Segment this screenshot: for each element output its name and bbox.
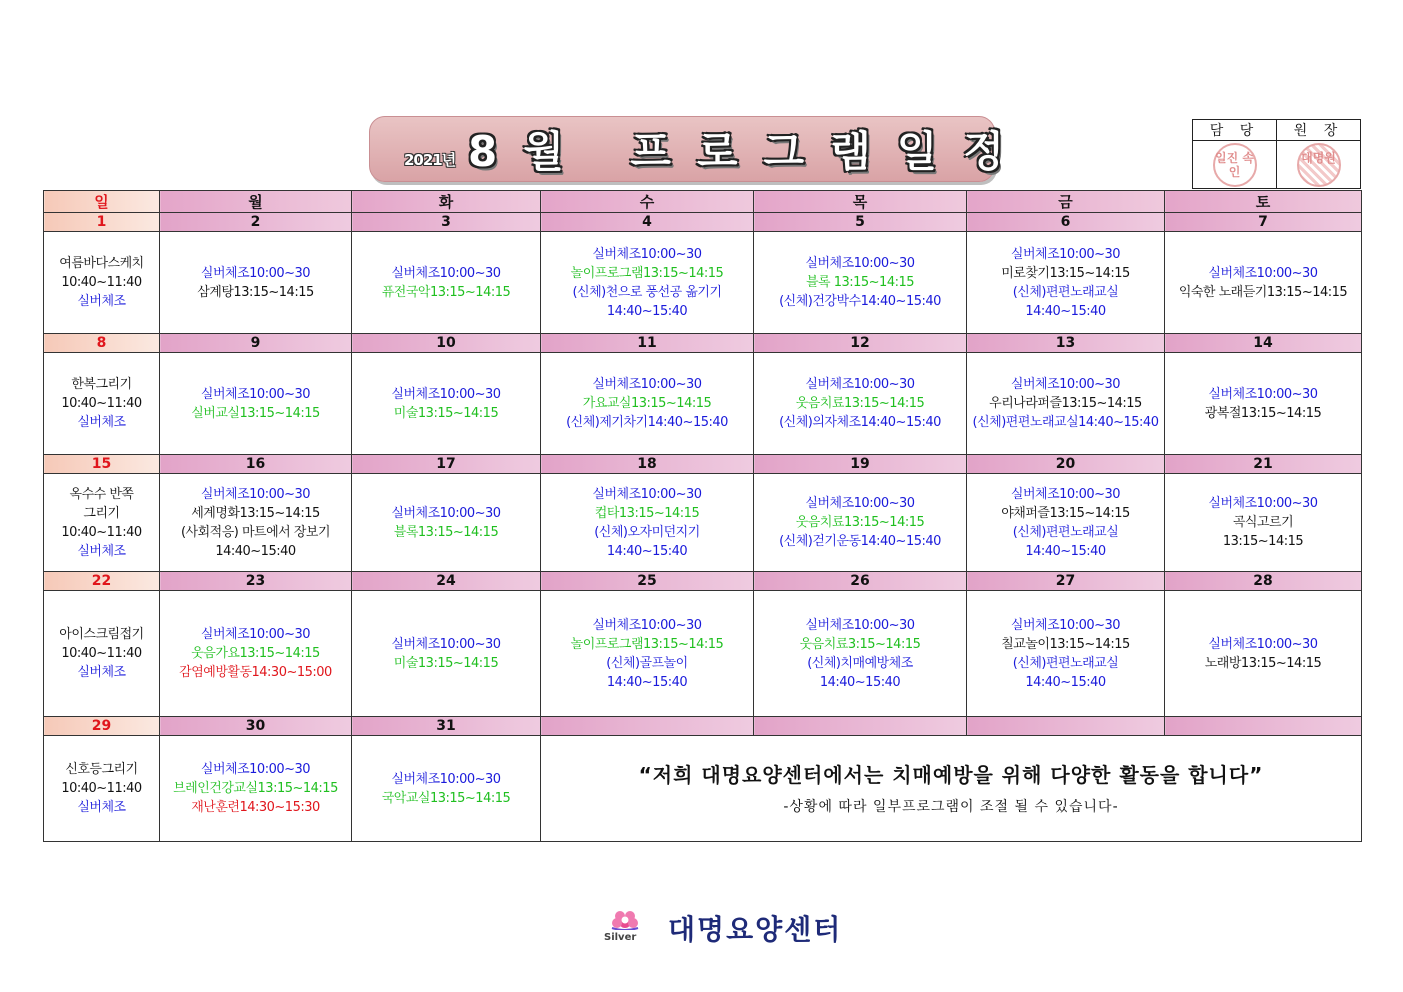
activity-line: (신체)제기차기14:40~15:40 <box>566 415 728 430</box>
activity-line: 놀이프로그램13:15~14:15 <box>570 636 724 652</box>
approval-box <box>1192 119 1361 189</box>
activity-line: 실버체조 <box>77 665 126 680</box>
date-number: 11 <box>541 334 754 353</box>
activity-line: 실버체조10:00~30 <box>391 386 501 402</box>
activity-line: 실버체조10:00~30 <box>1208 386 1318 402</box>
activity-line: 가요교실13:15~14:15 <box>582 396 712 411</box>
schedule-cell <box>754 353 967 455</box>
activity-line: 실버체조10:00~30 <box>200 762 311 777</box>
activity-line: 미로찾기13:15~14:15 <box>1001 265 1130 281</box>
date-number <box>541 717 754 736</box>
date-number <box>1165 717 1362 736</box>
activity-line: 웃음치료3:15~14:15 <box>799 636 921 652</box>
weekday-header: 월 <box>160 191 352 213</box>
date-number: 12 <box>754 334 967 353</box>
weekday-header: 일 <box>44 191 160 213</box>
activity-line: 광복절13:15~14:15 <box>1204 405 1322 421</box>
date-number: 3 <box>352 213 541 232</box>
activity-line: (신체)걷기운동14:40~15:40 <box>779 534 941 549</box>
logo-text: Silver <box>604 932 637 943</box>
date-number: 29 <box>44 717 160 736</box>
activity-line: 14:40~15:40 <box>215 543 296 559</box>
activity-line: 실버체조10:00~30 <box>1208 496 1318 511</box>
schedule-cell <box>160 353 352 455</box>
schedule-cell <box>754 474 967 572</box>
date-number: 19 <box>754 455 967 474</box>
schedule-cell <box>1165 232 1362 334</box>
schedule-cell <box>160 474 352 572</box>
activity-line: 칠교놀이13:15~14:15 <box>1001 636 1130 652</box>
activity-line: 실버체조10:00~30 <box>1010 246 1121 262</box>
date-number: 4 <box>541 213 754 232</box>
activity-line: 10:40~11:40 <box>61 524 142 540</box>
date-number: 21 <box>1165 455 1362 474</box>
schedule-cell <box>352 474 541 572</box>
notice-cell <box>541 736 1362 842</box>
title-year: 2021년 <box>404 151 456 169</box>
title-banner <box>369 116 1030 182</box>
notice-message: “저희 대명요양센터에서는 치매예방을 위해 다양한 활동을 합니다” <box>638 763 1264 787</box>
activity-line: 익숙한 노래듣기13:15~14:15 <box>1178 284 1348 300</box>
weekday-header: 화 <box>352 191 541 213</box>
activity-line: 실버체조10:00~30 <box>592 617 702 633</box>
date-number: 6 <box>967 213 1165 232</box>
activity-line: 컵타13:15~14:15 <box>594 505 700 521</box>
date-number: 18 <box>541 455 754 474</box>
activity-line: 아이스크림접기 <box>59 627 144 642</box>
schedule-cell <box>160 591 352 717</box>
date-number: 8 <box>44 334 160 353</box>
activity-line: 우리나라퍼즐13:15~14:15 <box>989 396 1142 411</box>
activity-line: 14:40~15:40 <box>1025 543 1106 559</box>
schedule-cell <box>1165 591 1362 717</box>
activity-line: 웃음치료13:15~14:15 <box>795 515 925 530</box>
date-number: 17 <box>352 455 541 474</box>
activity-line: 실버체조10:00~30 <box>1208 265 1318 281</box>
activity-line: 10:40~11:40 <box>61 275 142 290</box>
activity-line: (신체)건강박수14:40~15:40 <box>779 294 941 309</box>
date-number: 13 <box>967 334 1165 353</box>
schedule-cell <box>1165 474 1362 572</box>
date-number: 16 <box>160 455 352 474</box>
date-number: 25 <box>541 572 754 591</box>
schedule-cell <box>541 591 754 717</box>
activity-line: 실버체조10:00~30 <box>592 486 702 502</box>
date-number: 2 <box>160 213 352 232</box>
date-number: 27 <box>967 572 1165 591</box>
date-number: 9 <box>160 334 352 353</box>
activity-line: 실버교실13:15~14:15 <box>191 405 320 421</box>
activity-line: 국악교실13:15~14:15 <box>381 790 511 806</box>
schedule-cell <box>754 232 967 334</box>
activity-line: 실버체조10:00~30 <box>1010 617 1121 633</box>
activity-line: 13:15~14:15 <box>1222 534 1304 549</box>
schedule-cell <box>967 232 1165 334</box>
schedule-cell <box>44 591 160 717</box>
activity-line: 실버체조10:00~30 <box>200 486 311 502</box>
activity-line: (신체)골프놀이 <box>606 655 688 671</box>
activity-line: 실버체조10:00~30 <box>200 265 311 281</box>
schedule-cell <box>967 591 1165 717</box>
approval-stamp-cell-2 <box>1277 141 1361 189</box>
schedule-calendar <box>43 190 1362 842</box>
date-number: 5 <box>754 213 967 232</box>
weekday-header: 금 <box>967 191 1165 213</box>
activity-line: 실버체조10:00~30 <box>1010 486 1121 502</box>
activity-line: (신체)편편노래교실14:40~15:40 <box>972 415 1159 430</box>
activity-line: 14:40~15:40 <box>1025 674 1106 690</box>
activity-line: 웃음치료13:15~14:15 <box>795 396 925 411</box>
weekday-header: 수 <box>541 191 754 213</box>
schedule-cell <box>160 232 352 334</box>
activity-line: 재난훈련14:30~15:30 <box>191 800 320 815</box>
activity-line: (신체)의자체조14:40~15:40 <box>779 415 941 430</box>
activity-line: 블록13:15~14:15 <box>393 524 499 540</box>
date-number: 7 <box>1165 213 1362 232</box>
schedule-cell <box>754 591 967 717</box>
schedule-cell <box>44 353 160 455</box>
activity-line: 여름바다스케치 <box>59 256 144 271</box>
activity-line: 브레인건강교실13:15~14:15 <box>173 781 338 796</box>
date-number: 20 <box>967 455 1165 474</box>
activity-line: 야채퍼즐13:15~14:15 <box>1001 505 1130 521</box>
activity-line: 실버체조 <box>77 800 126 815</box>
schedule-cell <box>541 353 754 455</box>
activity-line: 신호등그리기 <box>65 762 138 777</box>
seal-stamp-manager: 일진 속인 <box>1213 143 1257 187</box>
date-number: 1 <box>44 213 160 232</box>
activity-line: 실버체조10:00~30 <box>805 377 915 392</box>
schedule-cell <box>541 474 754 572</box>
activity-line: 실버체조10:00~30 <box>592 246 702 262</box>
activity-line: 14:40~15:40 <box>606 674 688 690</box>
date-number: 10 <box>352 334 541 353</box>
activity-line: 실버체조10:00~30 <box>805 617 915 633</box>
date-number <box>967 717 1165 736</box>
activity-line: 실버체조10:00~30 <box>805 256 915 271</box>
activity-line: 실버체조10:00~30 <box>391 636 501 652</box>
date-number: 30 <box>160 717 352 736</box>
activity-line: 실버체조 <box>77 415 126 430</box>
schedule-cell <box>967 353 1165 455</box>
date-number: 15 <box>44 455 160 474</box>
activity-line: (신체)치매예방체조 <box>807 655 913 671</box>
schedule-cell <box>352 353 541 455</box>
activity-line: 실버체조10:00~30 <box>1208 636 1318 652</box>
activity-line: 10:40~11:40 <box>61 396 142 411</box>
activity-line: 실버체조10:00~30 <box>1010 377 1121 392</box>
approval-col-manager: 담 당 <box>1193 120 1277 141</box>
schedule-cell <box>352 591 541 717</box>
center-name: 대명요양센터 <box>668 913 843 946</box>
date-number: 22 <box>44 572 160 591</box>
schedule-cell <box>44 736 160 842</box>
activity-line: 실버체조10:00~30 <box>391 505 501 521</box>
date-number: 31 <box>352 717 541 736</box>
activity-line: 14:40~15:40 <box>1025 303 1106 319</box>
schedule-cell <box>352 232 541 334</box>
date-number: 14 <box>1165 334 1362 353</box>
activity-line: 미술13:15~14:15 <box>393 655 499 671</box>
date-number <box>754 717 967 736</box>
activity-line: 한복그리기 <box>71 377 132 392</box>
activity-line: 퓨전국악13:15~14:15 <box>381 284 511 300</box>
date-number: 24 <box>352 572 541 591</box>
activity-line: 노래방13:15~14:15 <box>1204 655 1322 671</box>
weekday-header: 목 <box>754 191 967 213</box>
activity-line: 블록 13:15~14:15 <box>805 275 915 290</box>
page-title: 8월 프로그램일정 <box>468 127 1030 176</box>
activity-line: 미술13:15~14:15 <box>393 405 499 421</box>
activity-line: 감염예방활동14:30~15:00 <box>179 665 332 680</box>
activity-line: (신체)천으로 풍선공 옮기기 <box>572 284 722 300</box>
activity-line: (사회적응) 마트에서 장보기 <box>180 524 331 540</box>
approval-col-director: 원 장 <box>1277 120 1361 141</box>
activity-line: 10:40~11:40 <box>61 781 142 796</box>
notice-subtext: -상황에 따라 일부프로그램이 조절 될 수 있습니다- <box>783 799 1119 815</box>
activity-line: 실버체조10:00~30 <box>391 265 501 281</box>
weekday-header: 토 <box>1165 191 1362 213</box>
schedule-cell <box>44 474 160 572</box>
activity-line: (신체)편편노래교실 <box>1012 655 1119 671</box>
schedule-cell <box>44 232 160 334</box>
activity-line: (신체)오자미던지기 <box>594 524 700 540</box>
activity-line: 실버체조10:00~30 <box>200 386 311 402</box>
flower-logo-icon <box>608 910 642 930</box>
activity-line: (신체)편편노래교실 <box>1012 284 1119 300</box>
date-number: 23 <box>160 572 352 591</box>
activity-line: 곡식고르기 <box>1232 515 1294 530</box>
activity-line: 실버체조10:00~30 <box>391 771 501 787</box>
footer-logo <box>604 908 904 948</box>
activity-line: 삼계탕13:15~14:15 <box>197 284 314 300</box>
activity-line: 14:40~15:40 <box>606 303 688 319</box>
activity-line: 10:40~11:40 <box>61 646 142 661</box>
activity-line: 웃음가요13:15~14:15 <box>191 646 320 661</box>
schedule-cell <box>1165 353 1362 455</box>
date-number: 26 <box>754 572 967 591</box>
schedule-cell <box>160 736 352 842</box>
activity-line: (신체)편편노래교실 <box>1012 524 1119 540</box>
activity-line: 놀이프로그램13:15~14:15 <box>570 265 724 281</box>
activity-line: 실버체조10:00~30 <box>805 496 915 511</box>
schedule-cell <box>352 736 541 842</box>
date-number: 28 <box>1165 572 1362 591</box>
activity-line: 세계명화13:15~14:15 <box>191 505 320 521</box>
seal-stamp-director: 대명원 <box>1297 143 1341 187</box>
activity-line: 옥수수 반쪽 <box>69 486 134 502</box>
activity-line: 그리기 <box>83 505 120 521</box>
schedule-cell <box>541 232 754 334</box>
activity-line: 실버체조10:00~30 <box>200 627 311 642</box>
activity-line: 14:40~15:40 <box>606 543 688 559</box>
activity-line: 실버체조10:00~30 <box>592 377 702 392</box>
schedule-cell <box>967 474 1165 572</box>
activity-line: 실버체조 <box>77 294 126 309</box>
approval-stamp-cell-1 <box>1193 141 1277 189</box>
activity-line: 실버체조 <box>77 543 126 559</box>
activity-line: 14:40~15:40 <box>819 674 901 690</box>
